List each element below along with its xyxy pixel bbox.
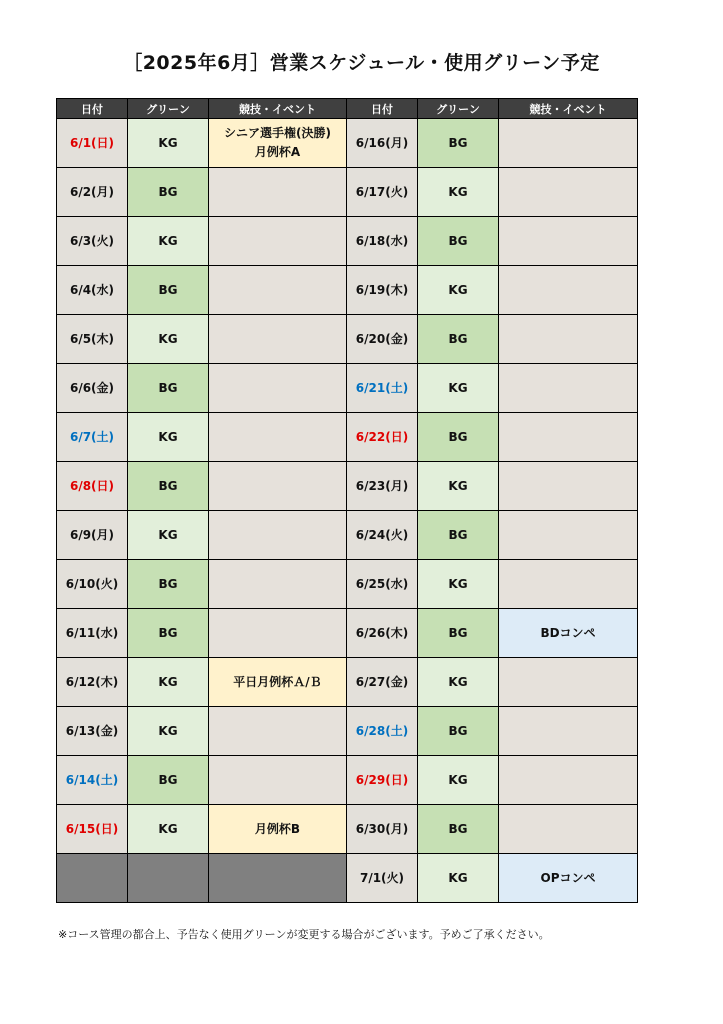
- header-date-right: 日付: [347, 99, 418, 119]
- date-cell: 6/28(土): [347, 707, 418, 756]
- green-cell: KG: [418, 756, 499, 805]
- date-cell: 6/27(金): [347, 658, 418, 707]
- table-row: [57, 413, 638, 462]
- date-cell: 7/1(火): [347, 854, 418, 903]
- green-cell: BG: [418, 119, 499, 168]
- green-cell: KG: [128, 413, 209, 462]
- green-cell: BG: [128, 462, 209, 511]
- event-cell: [209, 707, 347, 756]
- date-cell: 6/21(土): [347, 364, 418, 413]
- green-cell: KG: [128, 707, 209, 756]
- event-cell: [209, 609, 347, 658]
- event-cell: [499, 217, 638, 266]
- date-cell: 6/3(火): [57, 217, 128, 266]
- date-cell: 6/9(月): [57, 511, 128, 560]
- event-cell: [499, 560, 638, 609]
- event-cell: [209, 756, 347, 805]
- green-cell: KG: [128, 315, 209, 364]
- event-cell: [209, 168, 347, 217]
- table-row: [57, 658, 638, 707]
- green-cell: KG: [418, 854, 499, 903]
- table-row: [57, 217, 638, 266]
- event-cell: [209, 119, 347, 168]
- event-cell: [499, 805, 638, 854]
- date-cell: 6/23(月): [347, 462, 418, 511]
- table-row: [57, 756, 638, 805]
- date-cell: 6/10(火): [57, 560, 128, 609]
- event-cell: BDコンペ: [499, 609, 638, 658]
- event-cell: OPコンペ: [499, 854, 638, 903]
- green-cell: KG: [418, 658, 499, 707]
- event-cell: [209, 266, 347, 315]
- event-cell: [499, 266, 638, 315]
- date-cell: 6/15(日): [57, 805, 128, 854]
- green-cell: BG: [128, 364, 209, 413]
- date-cell: 6/5(木): [57, 315, 128, 364]
- header-event-right: 競技・イベント: [499, 99, 638, 119]
- event-cell: [209, 658, 347, 707]
- green-cell: BG: [128, 609, 209, 658]
- green-cell: BG: [418, 511, 499, 560]
- event-text: 月例杯B: [254, 821, 301, 836]
- header-row: [57, 99, 638, 119]
- date-cell: 6/7(土): [57, 413, 128, 462]
- empty-cell: [209, 854, 347, 903]
- schedule-table: [56, 98, 638, 903]
- table-row: [57, 609, 638, 658]
- empty-cell: [57, 854, 128, 903]
- event-cell: [209, 413, 347, 462]
- table-row: [57, 266, 638, 315]
- event-cell: [499, 707, 638, 756]
- date-cell: 6/30(月): [347, 805, 418, 854]
- date-cell: 6/19(木): [347, 266, 418, 315]
- table-row: [57, 560, 638, 609]
- event-cell: [499, 315, 638, 364]
- event-cell: [209, 364, 347, 413]
- date-cell: 6/2(月): [57, 168, 128, 217]
- green-cell: BG: [418, 413, 499, 462]
- green-cell: BG: [418, 707, 499, 756]
- date-cell: 6/13(金): [57, 707, 128, 756]
- green-cell: BG: [128, 266, 209, 315]
- date-cell: 6/22(日): [347, 413, 418, 462]
- header-event-left: 競技・イベント: [209, 99, 347, 119]
- event-cell: [209, 217, 347, 266]
- green-cell: KG: [418, 462, 499, 511]
- header-green-left: グリーン: [128, 99, 209, 119]
- event-cell: [499, 119, 638, 168]
- date-cell: 6/11(水): [57, 609, 128, 658]
- empty-cell: [128, 854, 209, 903]
- table-row: [57, 707, 638, 756]
- green-cell: KG: [418, 266, 499, 315]
- table-row: [57, 805, 638, 854]
- header-date-left: 日付: [57, 99, 128, 119]
- event-cell: [209, 805, 347, 854]
- event-cell: [209, 462, 347, 511]
- event-cell: [209, 560, 347, 609]
- date-cell: 6/20(金): [347, 315, 418, 364]
- event-cell: [499, 756, 638, 805]
- event-text: 平日月例杯Ａ/Ｂ: [233, 674, 322, 689]
- table-row: [57, 119, 638, 168]
- date-cell: 6/1(日): [57, 119, 128, 168]
- green-cell: BG: [418, 805, 499, 854]
- date-cell: 6/14(土): [57, 756, 128, 805]
- green-cell: BG: [418, 609, 499, 658]
- date-cell: 6/17(火): [347, 168, 418, 217]
- date-cell: 6/29(日): [347, 756, 418, 805]
- event-text: シニア選手権(決勝): [224, 126, 331, 140]
- event-cell: [499, 462, 638, 511]
- table-row: [57, 364, 638, 413]
- header-green-right: グリーン: [418, 99, 499, 119]
- green-cell: BG: [128, 168, 209, 217]
- event-text-secondary: 月例杯A: [254, 145, 301, 159]
- table-row: [57, 511, 638, 560]
- table-row: [57, 315, 638, 364]
- table-row: [57, 168, 638, 217]
- green-cell: KG: [418, 560, 499, 609]
- green-cell: KG: [128, 217, 209, 266]
- date-cell: 6/16(月): [347, 119, 418, 168]
- green-cell: KG: [418, 168, 499, 217]
- green-cell: BG: [418, 217, 499, 266]
- green-cell: KG: [128, 658, 209, 707]
- event-cell: [499, 658, 638, 707]
- green-cell: KG: [128, 805, 209, 854]
- date-cell: 6/25(水): [347, 560, 418, 609]
- date-cell: 6/8(日): [57, 462, 128, 511]
- event-cell: [209, 511, 347, 560]
- event-cell: [209, 315, 347, 364]
- table-row: [57, 854, 638, 903]
- green-cell: BG: [418, 315, 499, 364]
- green-cell: BG: [128, 560, 209, 609]
- date-cell: 6/4(水): [57, 266, 128, 315]
- green-cell: KG: [128, 119, 209, 168]
- green-cell: BG: [128, 756, 209, 805]
- table-row: [57, 462, 638, 511]
- date-cell: 6/6(金): [57, 364, 128, 413]
- event-cell: [499, 364, 638, 413]
- footnote: ※コース管理の都合上、予告なく使用グリーンが変更する場合がございます。予めご了承ください。: [58, 928, 550, 941]
- green-cell: KG: [418, 364, 499, 413]
- schedule-body: [57, 119, 638, 903]
- date-cell: 6/24(火): [347, 511, 418, 560]
- event-cell: [499, 168, 638, 217]
- event-cell: [499, 413, 638, 462]
- green-cell: KG: [128, 511, 209, 560]
- event-cell: [499, 511, 638, 560]
- date-cell: 6/26(木): [347, 609, 418, 658]
- date-cell: 6/12(木): [57, 658, 128, 707]
- date-cell: 6/18(水): [347, 217, 418, 266]
- page-title: ［2025年6月］営業スケジュール・使用グリーン予定: [123, 52, 600, 74]
